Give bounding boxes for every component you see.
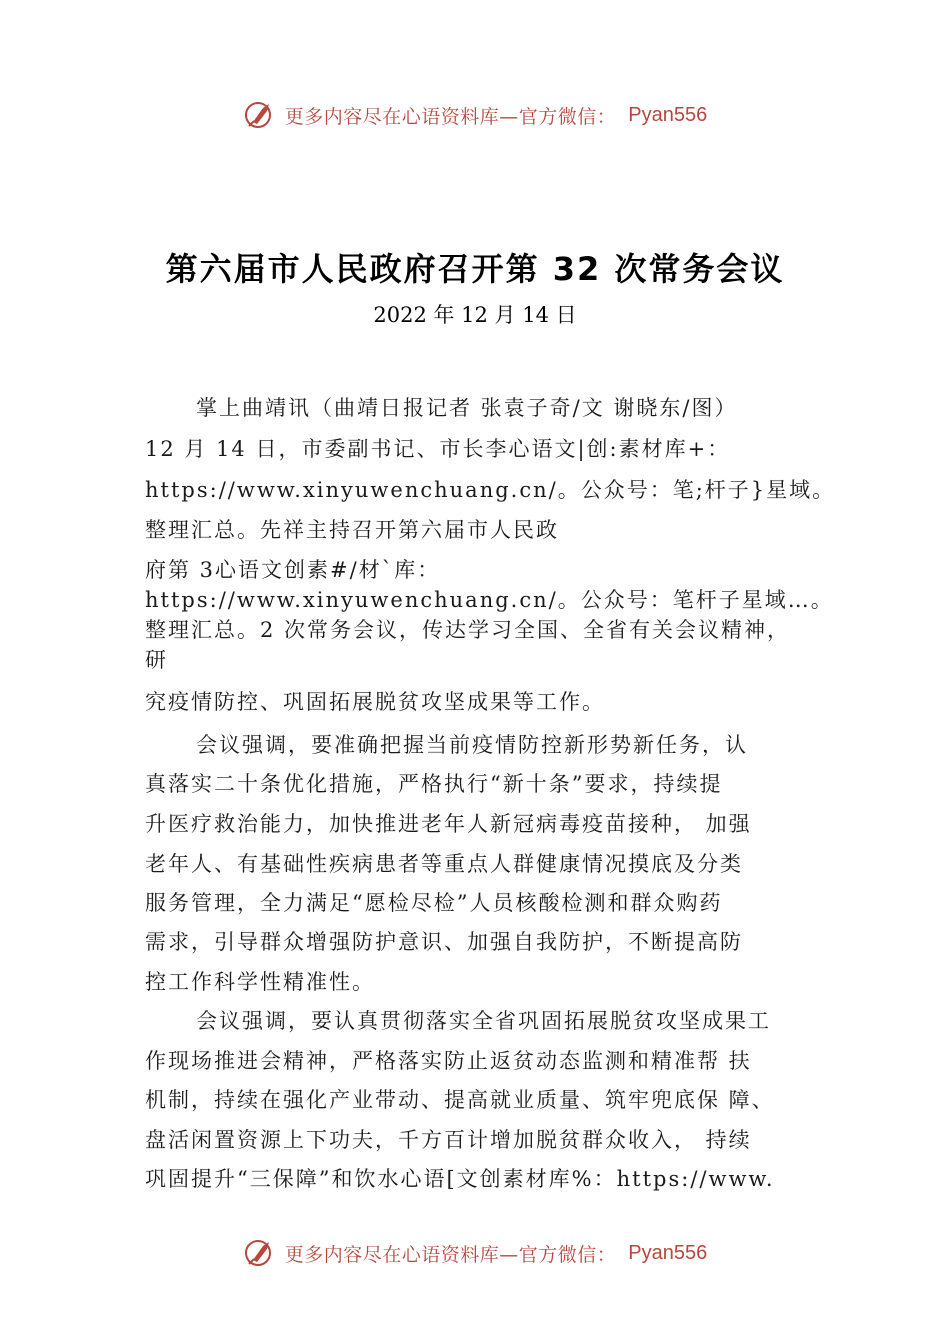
header-watermark	[0, 95, 950, 135]
body-line: 真落实二十条优化措施，严格执行“新十条”要求，持续提	[145, 772, 723, 796]
body-line: 盘活闲置资源上下功夫，千方百计增加脱贫群众收入， 持续	[145, 1128, 752, 1152]
body-line: 府第 3心语文创素#/材`库：	[145, 558, 441, 582]
body-line: 整理汇总。2 次常务会议，传达学习全国、全省有关会议精神，	[145, 618, 791, 642]
body-line: 控工作科学性精准性。	[145, 970, 375, 994]
body-line: 作现场推进会精神，严格落实防止返贫动态监测和精准帮 扶	[145, 1049, 752, 1073]
body-line: 机制，持续在强化产业带动、提高就业质量、筑牢兜底保 障、	[145, 1088, 775, 1112]
body-line: 老年人、有基础性疾病患者等重点人群健康情况摸底及分类	[145, 852, 743, 876]
watermark-wechat-id: Pyan556	[628, 1241, 708, 1264]
body-line: 服务管理，全力满足“愿检尽检”人员核酸检测和群众购药	[145, 891, 723, 915]
body-line: 巩固提升“三保障”和饮水心语[文创素材库%：https://www.	[145, 1167, 775, 1191]
body-line: 升医疗救治能力，加快推进老年人新冠病毒疫苗接种， 加强	[145, 812, 752, 836]
watermark-text: 更多内容尽在心语资料库—官方微信：	[284, 1243, 617, 1266]
body-line: 掌上曲靖讯（曲靖日报记者 张袁子奇/文 谢晓东/图）	[196, 396, 738, 420]
pen-nib-logo-icon	[243, 98, 277, 132]
body-line: 会议强调，要认真贯彻落实全省巩固拓展脱贫攻坚成果工	[196, 1009, 771, 1033]
footer-watermark	[0, 1233, 950, 1273]
pen-nib-logo-icon	[243, 1236, 277, 1270]
watermark-wechat-id: Pyan556	[628, 103, 708, 126]
body-line: 会议强调，要准确把握当前疫情防控新形势新任务，认	[196, 733, 748, 757]
body-line: 究疫情防控、巩固拓展脱贫攻坚成果等工作。	[145, 690, 605, 714]
body-line: https://www.xinyuwenchuang.cn/。公众号：笔杆子星域…。	[145, 588, 834, 612]
watermark-text: 更多内容尽在心语资料库—官方微信：	[284, 105, 617, 128]
body-line: 研	[145, 648, 168, 672]
document-title: 第六届市人民政府召开第 32 次常务会议	[165, 250, 785, 288]
document-date: 2022 年 12 月 14 日	[373, 303, 577, 327]
body-line: https://www.xinyuwenchuang.cn/。公众号：笔;杆子}星域。	[145, 478, 836, 502]
body-line: 12 月 14 日，市委副书记、市长李心语文|创:素材库+：	[145, 437, 731, 461]
body-line: 需求，引导群众增强防护意识、加强自我防护，不断提高防	[145, 930, 743, 954]
body-line: 整理汇总。先祥主持召开第六届市人民政	[145, 518, 559, 542]
